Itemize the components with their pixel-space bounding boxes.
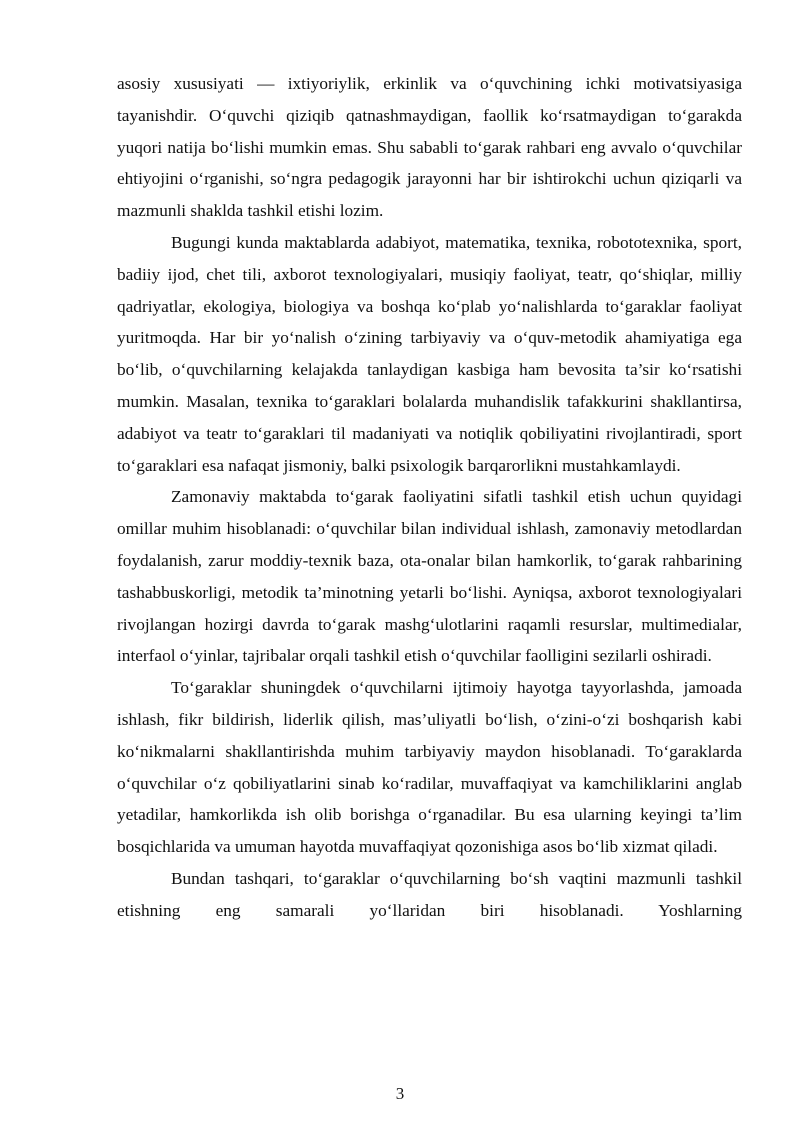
paragraph-free-time: Bundan tashqari, to‘garaklar o‘quvchilarning bo‘sh vaqtini mazmunli tashkil etishning eng samarali yo‘llaridan biri hisoblanadi. Yoshlarning [117,868,742,920]
paragraph-organization-factors: Zamonaviy maktabda to‘garak faoliyatini sifatli tashkil etish uchun quyidagi omillar muhim hisoblanadi: o‘quvchilar bilan individual ishlash, zamonaviy metodlardan foydalanish, zarur moddiy-texnik baza, ota-onalar bilan hamkorlik, to‘garak rahbarining tashabbuskorligi, metodik ta’minotning yetarli bo‘lishi. Ayniqsa, axborot texnologiyalari rivojlangan hozirgi davrda to‘garak mashg‘ulotlarini raqamli resurslar, multimedialar, interfaol o‘yinlar, tajribalar orqali tashkil etish o‘quvchilar faolligini sezilarli oshiradi. [117,487,742,666]
paragraph-continuation: asosiy xususiyati — ixtiyoriylik, erkinlik va o‘quvchining ichki motivatsiyasiga tayanishdir. O‘quvchi qiziqib qatnashmaydigan, faollik ko‘rsatmaydigan to‘garakda yuqori natija bo‘lishi mumkin emas. Shu sababli to‘garak rahbari eng avvalo o‘quvchilar ehtiyojini o‘rganishi, so‘ngra pedagogik jarayonni har bir ishtirokchi uchun qiziqarli va mazmunli shaklda tashkil etishi lozim. [117,74,742,221]
paragraph-circle-directions: Bugungi kunda maktablarda adabiyot, matematika, texnika, robototexnika, sport, badiiy ijod, chet tili, axborot texnologiyalari, musiqiy faoliyat, teatr, qo‘shiqlar, milliy qadriyatlar, ekologiya, biologiya va boshqa ko‘plab yo‘nalishlarda to‘garaklar faoliyat yuritmoqda. Har bir yo‘nalish o‘zining tarbiyaviy va o‘quv-metodik ahamiyatiga ega bo‘lib, o‘quvchilarning kelajakda tanlaydigan kasbiga ham bevosita ta’sir ko‘rsatishi mumkin. Masalan, texnika to‘garaklari bolalarda muhandislik tafakkurini shakllantirsa, adabiyot va teatr to‘garaklari til madaniyati va notiqlik qobiliyatini rivojlantiradi, sport to‘garaklari esa nafaqat jismoniy, balki psixologik barqarorlikni mustahkamlaydi. [117,232,742,475]
document-body [117,68,742,927]
page-number: 3 [395,1084,405,1103]
paragraph-social-skills: To‘garaklar shuningdek o‘quvchilarni ijtimoiy hayotga tayyorlashda, jamoada ishlash, fikr bildirish, liderlik qilish, mas’uliyatli bo‘lish, o‘zini-o‘zi boshqarish kabi ko‘nikmalarni shakllantirishda muhim tarbiyaviy maydon hisoblanadi. To‘garaklarda o‘quvchilar o‘z qobiliyatlarini sinab ko‘radilar, muvaffaqiyat va kamchiliklarini anglab yetadilar, hamkorlikda ish olib borishga o‘rganadilar. Bu esa ularning keyingi ta’lim bosqichlarida va umuman hayotda muvaffaqiyat qozonishiga asos bo‘lib xizmat qiladi. [117,678,742,857]
